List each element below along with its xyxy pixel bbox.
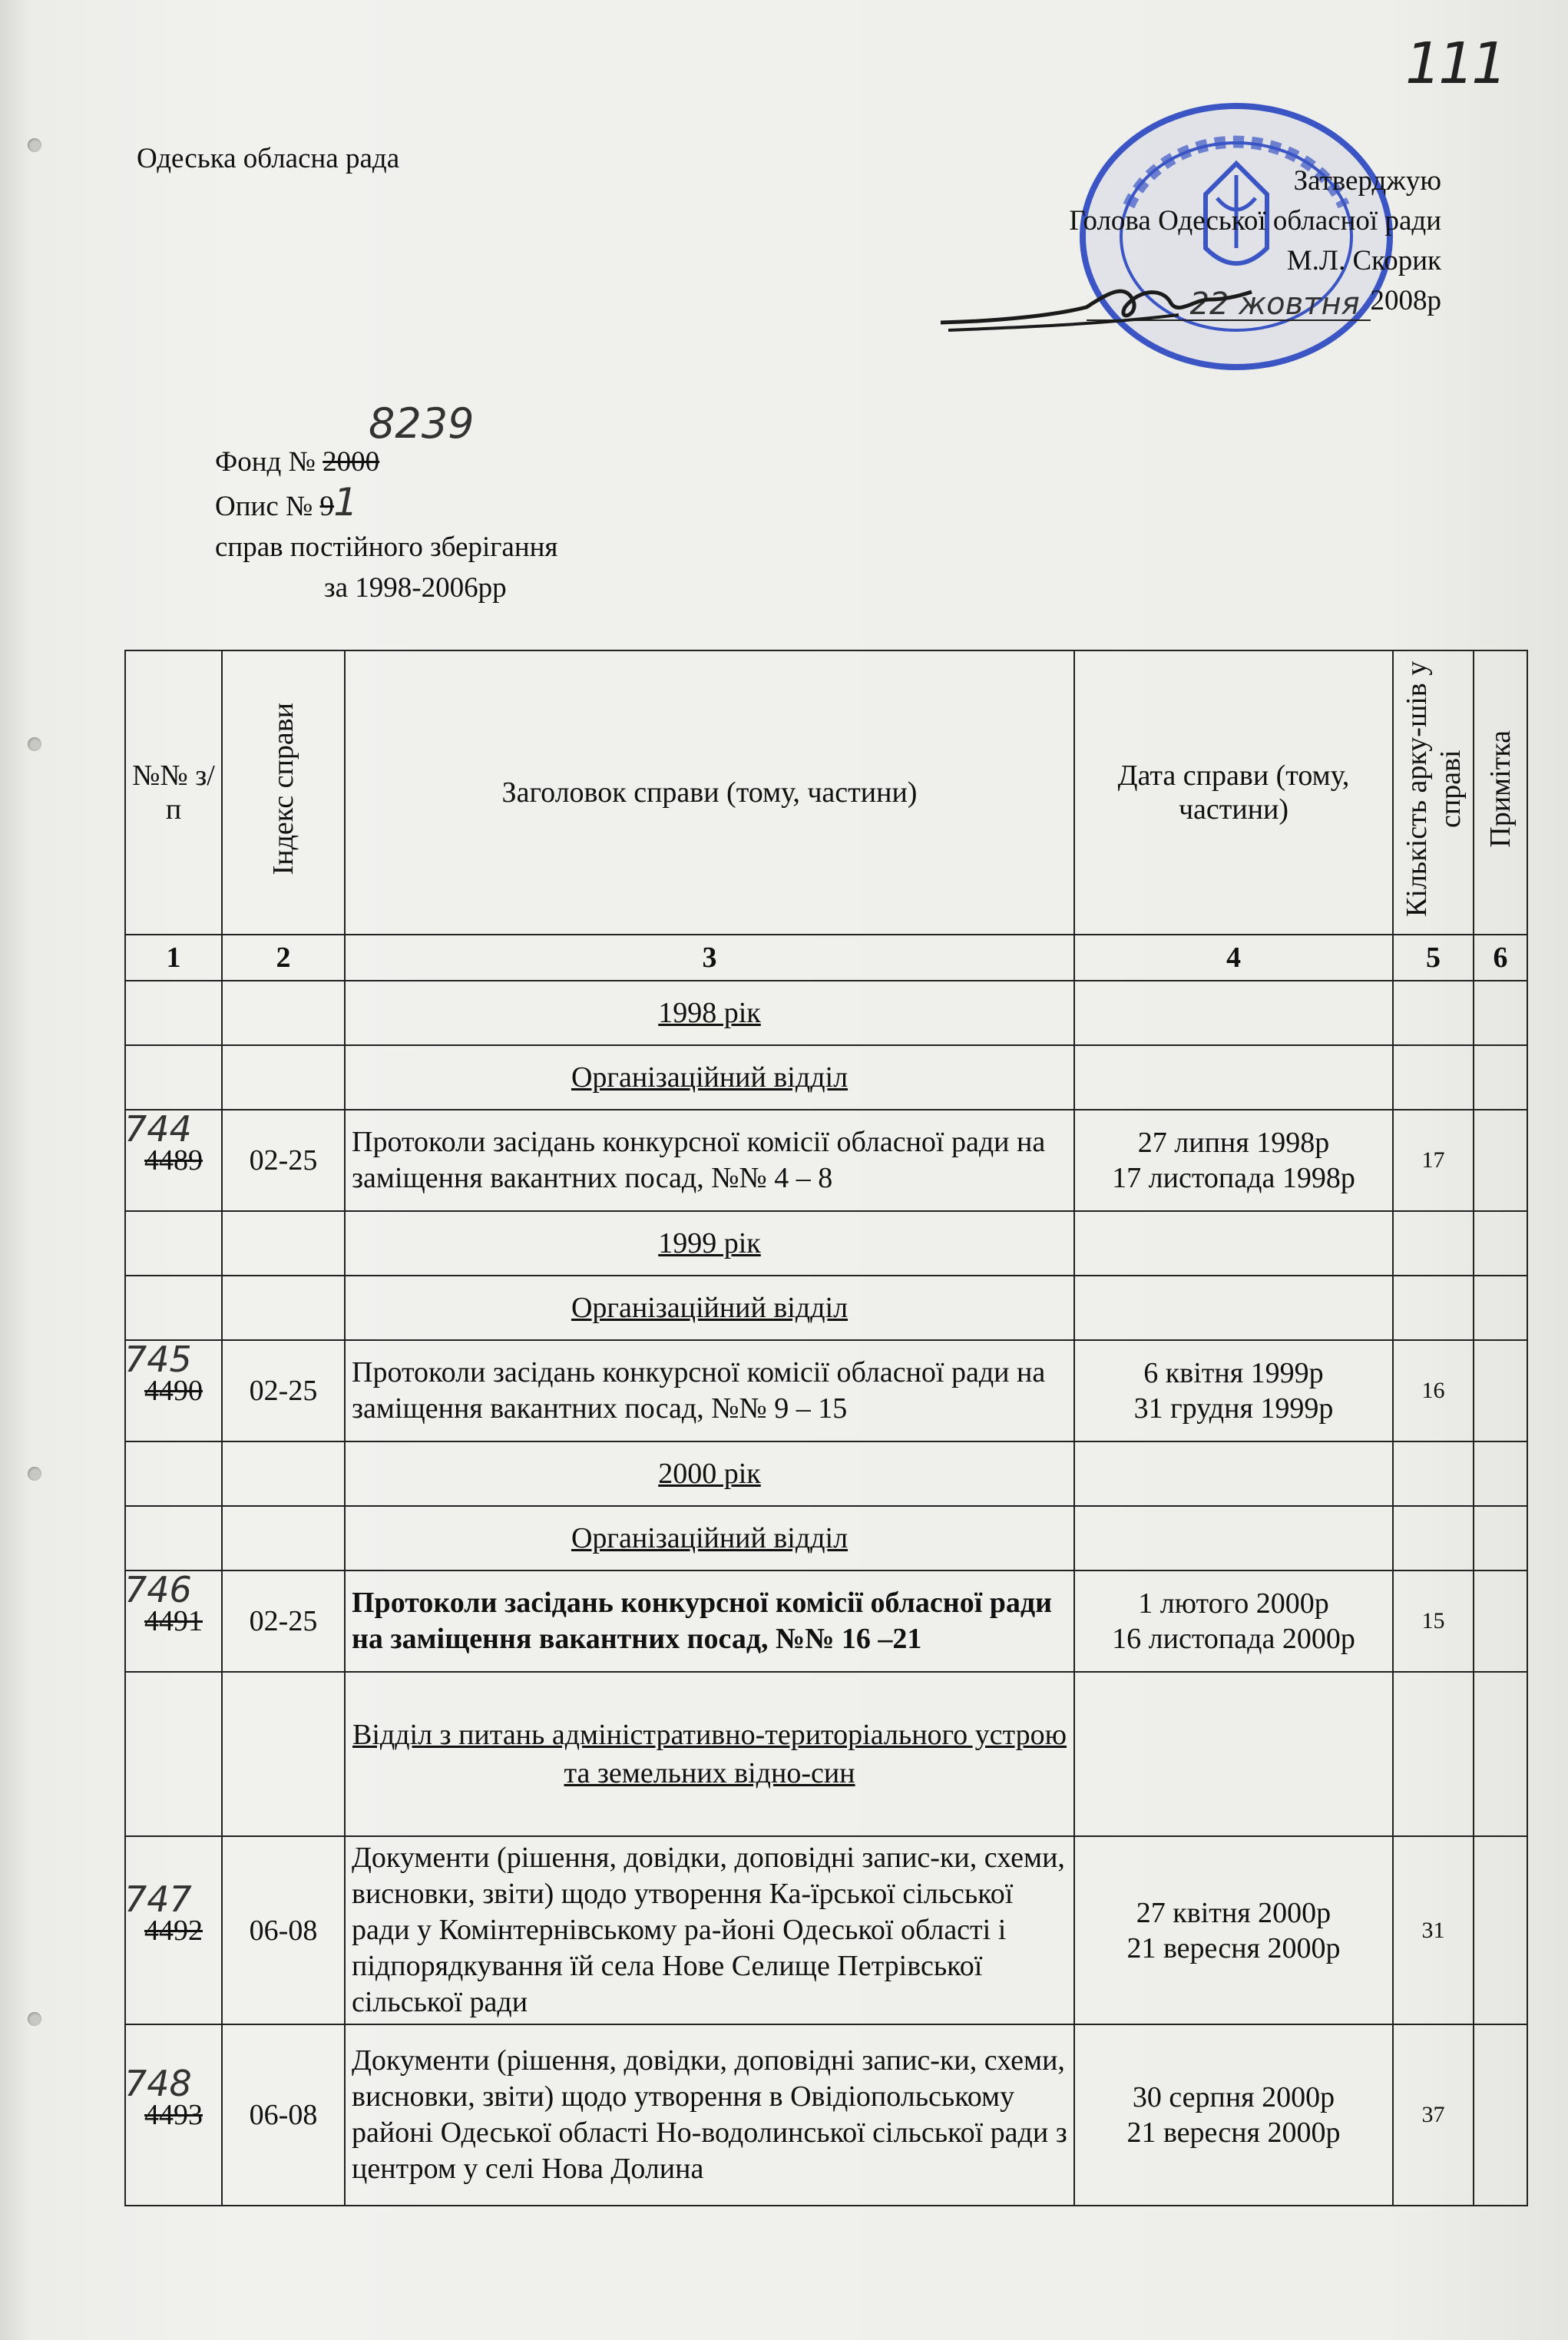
sheet-number: 111 (1405, 31, 1505, 97)
table-row: 744 4489 02-25 Протоколи засідань конкурсної комісії обласної ради на заміщення вакантних посад, №№ 4 – 8 27 липня 1998р 17 листопада 1998р 17 (125, 1110, 1527, 1211)
inventory-type: справ постійного зберігання (215, 531, 558, 563)
approver-name: М.Л. Скорик (1286, 245, 1441, 276)
new-number-handwritten: 748 (124, 2063, 192, 2104)
fond-number-handwritten: 8239 (369, 399, 475, 448)
sheet-count: 16 (1393, 1340, 1474, 1441)
case-index: 06-08 (222, 2024, 345, 2206)
sheet-count: 31 (1393, 1836, 1474, 2024)
col-header-sheets: Кількість арку-шів у справі (1393, 650, 1474, 935)
note (1474, 1570, 1527, 1672)
case-heading: Протоколи засідань конкурсної комісії обласної ради на заміщення вакантних посад, №№ 4 – 8 (345, 1110, 1074, 1211)
approver-position: Голова Одеської обласної ради (1069, 205, 1441, 237)
signature (933, 276, 1255, 346)
new-number-handwritten: 747 (124, 1878, 192, 1920)
case-heading: Протоколи засідань конкурсної комісії обласної ради на заміщення вакантних посад, №№ 9 – 15 (345, 1340, 1074, 1441)
note (1474, 1836, 1527, 2024)
col-header-note: Примітка (1474, 650, 1527, 935)
col-header-date: Дата справи (тому, частини) (1074, 650, 1393, 935)
approval-year: 2008р (1370, 285, 1441, 316)
sheet-count: 15 (1393, 1570, 1474, 1672)
case-heading: Документи (рішення, довідки, доповідні запис-ки, схеми, висновки, звіти) щодо утворення Ка-їрської сільської ради у Комінтернівському ра-йоні Одеської області і підпорядкування їй села Нове Селище Петрівської сільської ради (345, 1836, 1074, 2024)
case-index: 02-25 (222, 1340, 345, 1441)
department-row: Організаційний відділ (125, 1045, 1527, 1110)
department-row: Організаційний відділ (125, 1506, 1527, 1570)
table-header-row (125, 650, 1527, 935)
col-header-index: Індекс справи (222, 650, 345, 935)
opys-number-printed: 9 (319, 491, 335, 522)
case-heading: Протоколи засідань конкурсної комісії обласної ради на заміщення вакантних посад, №№ 16 –21 (345, 1570, 1074, 1672)
year-row: 1998 рік (125, 981, 1527, 1045)
column-number-row: 1 2 3 4 5 6 (125, 935, 1527, 981)
note (1474, 2024, 1527, 2206)
case-heading: Документи (рішення, довідки, доповідні запис-ки, схеми, висновки, звіти) щодо утворення в Овідіопольському районі Одеської області Но-водолинської сільської ради з центром у селі Нова Долина (345, 2024, 1074, 2206)
case-index: 02-25 (222, 1110, 345, 1211)
inventory-period: за 1998-2006рр (324, 572, 507, 604)
col-header-number: №№ з/п (125, 650, 222, 935)
new-number-handwritten: 744 (124, 1108, 192, 1150)
case-dates: 1 лютого 2000р 16 листопада 2000р (1074, 1570, 1393, 1672)
table-row: 747 4492 06-08 Документи (рішення, довідки, доповідні запис-ки, схеми, висновки, звіти) щодо утворення Ка-їрської сільської ради у Комінтернівському ра-йоні Одеської області і підпорядкування їй села Нове Селище Петрівської сільської ради 27 квітня 2000р 21 вересня 2000р 31 (125, 1836, 1527, 2024)
note (1474, 1340, 1527, 1441)
department-row: Відділ з питань адміністративно-територіального устрою та земельних відно-син (125, 1672, 1527, 1836)
year-row: 1999 рік (125, 1211, 1527, 1276)
sheet-count: 37 (1393, 2024, 1474, 2206)
note (1474, 1110, 1527, 1211)
case-index: 06-08 (222, 1836, 345, 2024)
fond-label: Фонд № (215, 446, 316, 478)
case-dates: 27 квітня 2000р 21 вересня 2000р (1074, 1836, 1393, 2024)
sheet-count: 17 (1393, 1110, 1474, 1211)
case-dates: 6 квітня 1999р 31 грудня 1999р (1074, 1340, 1393, 1441)
case-index: 02-25 (222, 1570, 345, 1672)
organization-name: Одеська обласна рада (137, 143, 400, 174)
approval-date-handwritten: 22 жовтня (1189, 286, 1360, 322)
year-row: 2000 рік (125, 1441, 1527, 1506)
table-row: 746 4491 02-25 Протоколи засідань конкурсної комісії обласної ради на заміщення вакантних посад, №№ 16 –21 1 лютого 2000р 16 листопада 2000р 15 (125, 1570, 1527, 1672)
opys-number-handwritten: 1 (333, 480, 359, 525)
col-header-title: Заголовок справи (тому, частини) (345, 650, 1074, 935)
new-number-handwritten: 745 (124, 1339, 192, 1380)
new-number-handwritten: 746 (124, 1569, 192, 1610)
case-dates: 27 липня 1998р 17 листопада 1998р (1074, 1110, 1393, 1211)
case-dates: 30 серпня 2000р 21 вересня 2000р (1074, 2024, 1393, 2206)
approval-word: Затверджую (1293, 165, 1441, 197)
opys-label: Опис № (215, 491, 313, 522)
inventory-table (124, 650, 1528, 2206)
table-row: 745 4490 02-25 Протоколи засідань конкурсної комісії обласної ради на заміщення вакантних посад, №№ 9 – 15 6 квітня 1999р 31 грудня 1999р 16 (125, 1340, 1527, 1441)
fond-block (215, 399, 558, 568)
fond-number-printed: 2000 (323, 446, 380, 478)
department-row: Організаційний відділ (125, 1276, 1527, 1340)
table-row: 748 4493 06-08 Документи (рішення, довідки, доповідні запис-ки, схеми, висновки, звіти) щодо утворення в Овідіопольському районі Одеської області Но-водолинської сільської ради з центром у селі Нова Долина 30 серпня 2000р 21 вересня 2000р 37 (125, 2024, 1527, 2206)
